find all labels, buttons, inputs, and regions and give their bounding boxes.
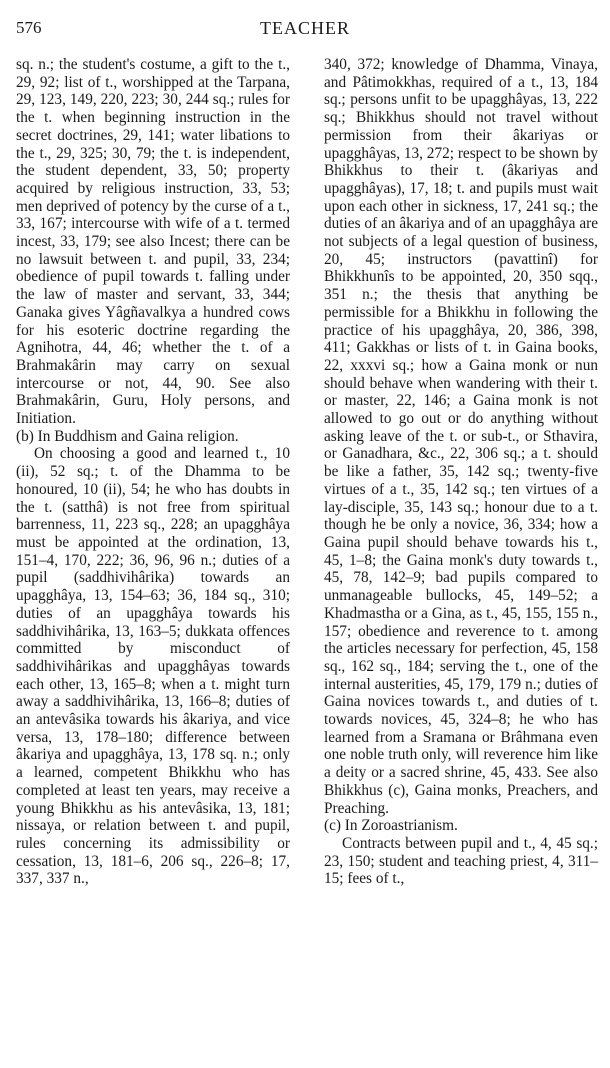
- section-heading: (b) In Buddhism and Gaina religion.: [16, 427, 239, 445]
- paragraph: On choosing a good and learned t., 10 (ii), 52 sq.; t. of the Dhamma to be honoured, 10 (ii), 54; he who has doubts in the t. (satthâ) is not free from spiritual barrenness, 11, 223 sq., 228; an upagghâya must be appointed at the ordination, 13, 151–4, 170, 222; 36, 96, 96 n.; duties of a pupil (saddhivihârika) towards an upagghâya, 13, 154–63; 36, 184 sq., 310; duties of an upagghâya towards his saddhivihârika, 13, 163–5; dukkata offences committed by misconduct of saddhivihârikas and upagghâyas towards each other, 13, 165–8; when a t. might turn away a saddhivihârika, 13, 166–8; duties of an antevâsika towards his âkariya, and vice versa, 13, 178–180; difference between âkariya and upagghâya, 13, 178 sq. n.; only a learned, competent Bhikkhu who has completed at least ten years, may receive a young Bhikkhu as his antevâsika, 13, 181; nissaya, or relation between t. and pupil, rules concerning its admissibility or cessation, 13, 181–6, 206 sq., 226–8; 17, 337, 337 n.,: [16, 445, 290, 888]
- running-head: TEACHER: [260, 18, 350, 38]
- page-number: 576: [16, 18, 42, 37]
- right-column: [324, 56, 598, 888]
- paragraph: sq. n.; the student's costume, a gift to the t., 29, 92; list of t., worshipped at the Tarpana, 29, 123, 149, 220, 223; 30, 244 sq.; rules for the t. when beginning instruction in the secret doctrines, 29, 141; water libations to the t., 29, 325; 30, 79; the t. is independent, the student dependent, 33, 50; property acquired by religious instruction, 33, 53; men deprived of potency by the curse of a t., 33, 167; intercourse with wife of a t. termed incest, 33, 179; see also Incest; there can be no lawsuit between t. and pupil, 33, 234; obedience of pupil towards t. falling under the law of master and servant, 33, 344; Ganaka gives Yâgñavalkya a hundred cows for his esoteric doctrine regarding the Agnihotra, 44, 46; whether the t. of a Brahmakârin may carry on sexual intercourse or not, 44, 90. See also Brahmakârin, Guru, Holy persons, and Initiation.: [16, 56, 290, 428]
- paragraph: 340, 372; knowledge of Dhamma, Vinaya, and Pâtimokkhas, required of a t., 13, 184 sq.; persons unfit to be upagghâyas, 13, 222 sq.; Bhikkhus should not travel without permission from their âkariyas or upagghâyas, 13, 272; respect to be shown by Bhikkhus to their t. (âkariyas and upagghâyas), 17, 18; t. and pupils must wait upon each other in sickness, 17, 241 sq.; the duties of an âkariya and of an upagghâya are not subjects of a legal question of business, 20, 45; instructors (pavattinî) for Bhikkhunîs to be appointed, 20, 350 sqq., 351 n.; the thesis that anything be permissible for a Bhikkhu in following the practice of his upagghâya, 20, 386, 398, 411; Gakkhas or lists of t. in Gaina books, 22, xxxvi sq.; how a Gaina monk or nun should behave when wandering with their t. or master, 22, 146; a Gaina monk is not allowed to go out or do anything without asking leave of the t. or sub-t., or Sthavira, or Ganadhara, &c., 22, 306 sq.; a t. should be like a father, 35, 142 sq.; twenty-five virtues of a t., 35, 142 sq.; ten virtues of a lay-disciple, 35, 143 sq.; honour due to a t. though he be only a novice, 36, 334; how a Gaina pupil should behave towards his t., 45, 1–8; the Gaina monk's duty towards t., 45, 78, 142–9; bad pupils compared to unmanageable bullocks, 45, 149–52; a Khadmastha or a Gina, as t., 45, 155, 155 n., 157; obedience and reverence to t. among the articles necessary for perfection, 45, 158 sq., 162 sq., 184; serving the t., one of the internal austerities, 45, 179, 179 n.; duties of Gaina novices towards t., and duties of t. towards novices, 45, 324–8; he who has learned from a Sramana or Brâhmana even one noble truth only, will reverence him like a deity or a sacred shrine, 45, 433. See also Bhikkhus (c), Gaina monks, Preachers, and Preaching.: [324, 56, 599, 817]
- section-heading: (c) In Zoroastrianism.: [324, 817, 458, 835]
- page-header: [16, 14, 594, 44]
- left-column: [16, 56, 290, 888]
- paragraph: Contracts between pupil and t., 4, 45 sq.; 23, 150; student and teaching priest, 4, 311–15; fees of t.,: [324, 834, 598, 888]
